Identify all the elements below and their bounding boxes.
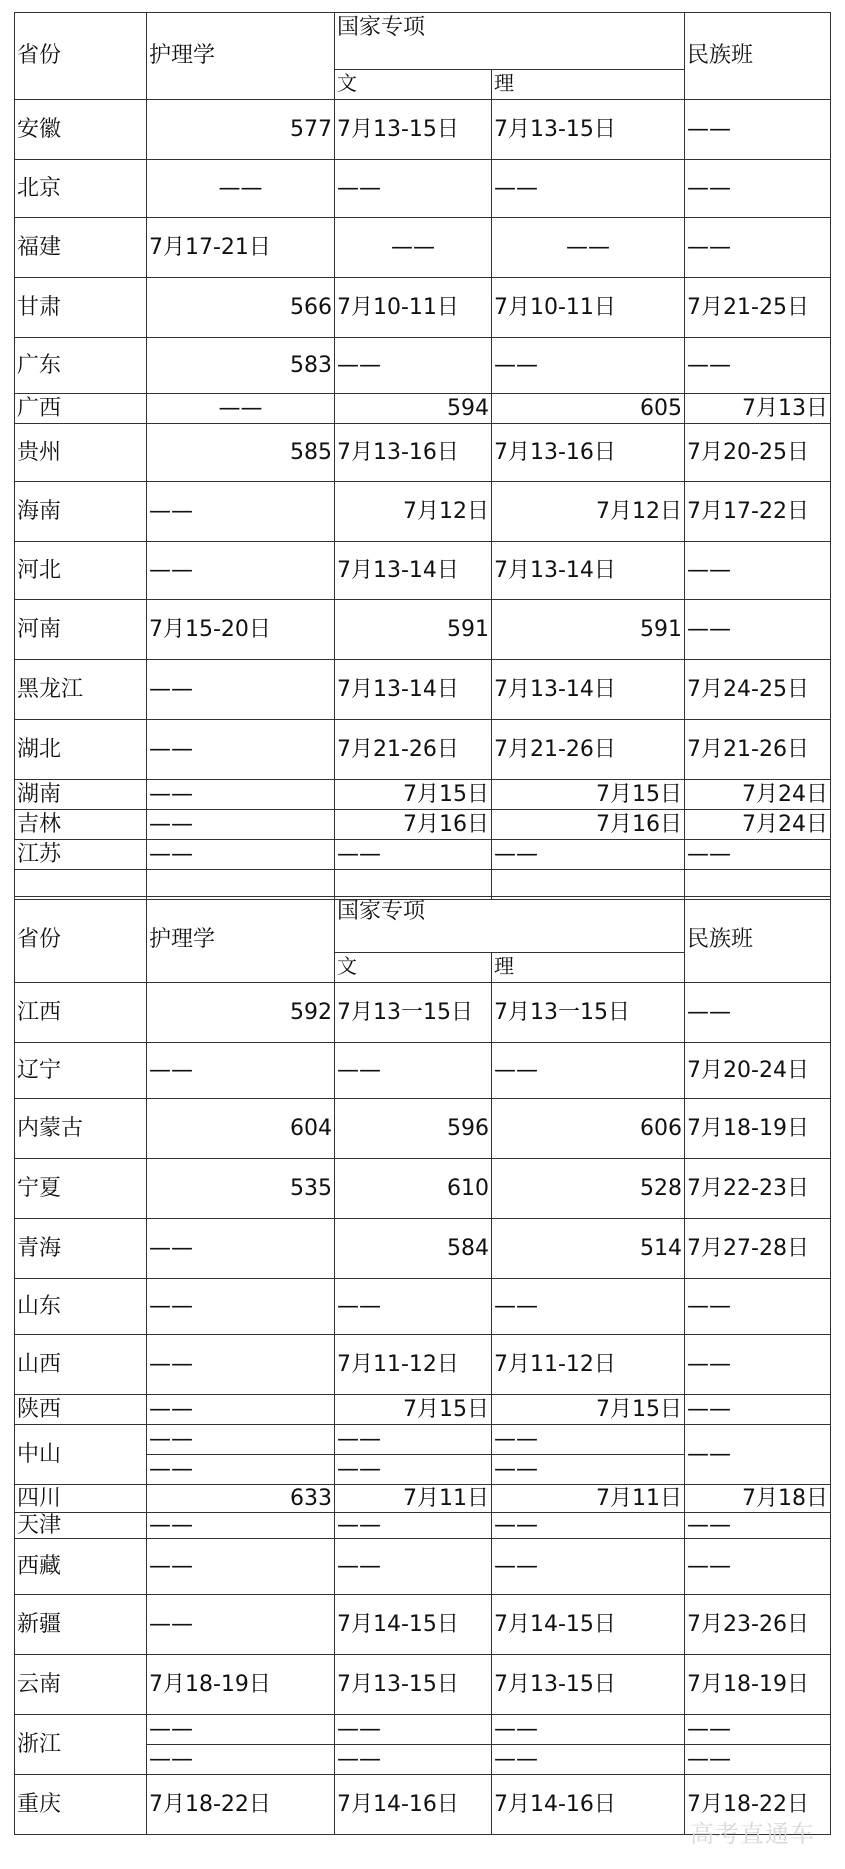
header-li: 理 bbox=[492, 953, 685, 983]
li-cell: —— bbox=[492, 160, 685, 218]
wen-cell: —— bbox=[335, 1715, 492, 1745]
province-cell: 新疆 bbox=[15, 1595, 147, 1655]
table-row bbox=[15, 720, 831, 780]
header-wen: 文 bbox=[335, 953, 492, 983]
wen-cell: 7月13-15日 bbox=[335, 1655, 492, 1715]
wen-cell: —— bbox=[335, 218, 492, 278]
header-ethnic: 民族班 bbox=[685, 13, 831, 100]
ethnic-cell: 7月20-25日 bbox=[685, 424, 831, 482]
ethnic-cell: 7月18日 bbox=[685, 1485, 831, 1513]
wen-cell: —— bbox=[335, 1455, 492, 1485]
li-cell: —— bbox=[492, 1425, 685, 1455]
nursing-cell: 566 bbox=[147, 278, 335, 338]
province-cell: 安徽 bbox=[15, 100, 147, 160]
nursing-cell: —— bbox=[147, 840, 335, 870]
header-nursing: 护理学 bbox=[147, 13, 335, 100]
ethnic-cell: —— bbox=[685, 160, 831, 218]
nursing-cell: 577 bbox=[147, 100, 335, 160]
wen-cell: 584 bbox=[335, 1219, 492, 1279]
province-cell: 天津 bbox=[15, 1513, 147, 1539]
nursing-cell: —— bbox=[147, 660, 335, 720]
nursing-cell: —— bbox=[147, 720, 335, 780]
wen-cell: 7月12日 bbox=[335, 482, 492, 542]
li-cell: 7月14-15日 bbox=[492, 1595, 685, 1655]
wen-cell: 7月16日 bbox=[335, 810, 492, 840]
nursing-cell: —— bbox=[147, 1455, 335, 1485]
wen-cell: 7月11日 bbox=[335, 1485, 492, 1513]
ethnic-cell: 7月24日 bbox=[685, 810, 831, 840]
table-row bbox=[15, 1279, 831, 1335]
nursing-cell: —— bbox=[147, 1043, 335, 1099]
ethnic-cell: 7月18-22日 bbox=[685, 1775, 831, 1835]
table-row bbox=[15, 394, 831, 424]
ethnic-cell: 7月21-25日 bbox=[685, 278, 831, 338]
wen-cell: 7月21-26日 bbox=[335, 720, 492, 780]
li-cell: 7月13-14日 bbox=[492, 542, 685, 600]
table-row bbox=[15, 1395, 831, 1425]
li-cell: —— bbox=[492, 840, 685, 870]
ethnic-cell: —— bbox=[685, 840, 831, 870]
ethnic-cell: —— bbox=[685, 1513, 831, 1539]
nursing-cell: 7月18-22日 bbox=[147, 1775, 335, 1835]
wen-cell: —— bbox=[335, 1745, 492, 1775]
table-row bbox=[15, 338, 831, 394]
province-cell: 贵州 bbox=[15, 424, 147, 482]
li-cell: —— bbox=[492, 1455, 685, 1485]
ethnic-cell: 7月22-23日 bbox=[685, 1159, 831, 1219]
province-cell: 广东 bbox=[15, 338, 147, 394]
li-cell: 606 bbox=[492, 1099, 685, 1159]
table-row bbox=[15, 840, 831, 870]
li-cell: 7月10-11日 bbox=[492, 278, 685, 338]
table-row bbox=[15, 660, 831, 720]
li-cell: 7月13一15日 bbox=[492, 983, 685, 1043]
wen-cell: —— bbox=[335, 1043, 492, 1099]
li-cell: 7月12日 bbox=[492, 482, 685, 542]
ethnic-cell: 7月27-28日 bbox=[685, 1219, 831, 1279]
province-cell: 辽宁 bbox=[15, 1043, 147, 1099]
header-wen: 文 bbox=[335, 70, 492, 100]
wen-cell: 7月14-16日 bbox=[335, 1775, 492, 1835]
province-cell: 宁夏 bbox=[15, 1159, 147, 1219]
province-cell: 湖北 bbox=[15, 720, 147, 780]
watermark-text: 高考直通车 bbox=[690, 1820, 815, 1848]
table-row bbox=[15, 482, 831, 542]
province-cell: 中山 bbox=[15, 1425, 147, 1485]
province-cell: 浙江 bbox=[15, 1715, 147, 1775]
ethnic-cell: —— bbox=[685, 1539, 831, 1595]
wen-cell: —— bbox=[335, 338, 492, 394]
table-row bbox=[15, 1513, 831, 1539]
table-row bbox=[15, 278, 831, 338]
nursing-cell: —— bbox=[147, 1279, 335, 1335]
nursing-cell: —— bbox=[147, 1513, 335, 1539]
nursing-cell: —— bbox=[147, 1335, 335, 1395]
table-row bbox=[15, 1219, 831, 1279]
table-row bbox=[15, 983, 831, 1043]
li-cell: —— bbox=[492, 1043, 685, 1099]
header-province: 省份 bbox=[15, 897, 147, 983]
li-cell: —— bbox=[492, 1745, 685, 1775]
nursing-cell: —— bbox=[147, 160, 335, 218]
table-row bbox=[15, 100, 831, 160]
nursing-cell: —— bbox=[147, 394, 335, 424]
table-row bbox=[15, 218, 831, 278]
nursing-cell: —— bbox=[147, 542, 335, 600]
li-cell: 528 bbox=[492, 1159, 685, 1219]
ethnic-cell: —— bbox=[685, 338, 831, 394]
table-row bbox=[15, 424, 831, 482]
li-cell: 7月13-14日 bbox=[492, 660, 685, 720]
nursing-cell: 583 bbox=[147, 338, 335, 394]
table-row bbox=[15, 780, 831, 810]
ethnic-cell: —— bbox=[685, 1715, 831, 1745]
ethnic-cell: 7月24-25日 bbox=[685, 660, 831, 720]
province-cell: 北京 bbox=[15, 160, 147, 218]
province-cell: 山西 bbox=[15, 1335, 147, 1395]
table-row bbox=[15, 1485, 831, 1513]
province-cell: 河南 bbox=[15, 600, 147, 660]
province-cell: 福建 bbox=[15, 218, 147, 278]
table-row bbox=[15, 1099, 831, 1159]
header-row-top bbox=[15, 13, 831, 70]
province-cell: 山东 bbox=[15, 1279, 147, 1335]
nursing-cell: 633 bbox=[147, 1485, 335, 1513]
table-row bbox=[15, 1715, 831, 1745]
province-cell: 湖南 bbox=[15, 780, 147, 810]
wen-cell: 7月15日 bbox=[335, 1395, 492, 1425]
ethnic-cell: —— bbox=[685, 1745, 831, 1775]
li-cell: 7月11-12日 bbox=[492, 1335, 685, 1395]
wen-cell: 7月15日 bbox=[335, 780, 492, 810]
table-row bbox=[15, 810, 831, 840]
ethnic-cell: —— bbox=[685, 1335, 831, 1395]
nursing-cell: —— bbox=[147, 1715, 335, 1745]
table-row bbox=[15, 1655, 831, 1715]
wen-cell: 7月13-14日 bbox=[335, 660, 492, 720]
li-cell: 7月13-15日 bbox=[492, 100, 685, 160]
province-cell: 陕西 bbox=[15, 1395, 147, 1425]
header-province: 省份 bbox=[15, 13, 147, 100]
header-row-top bbox=[15, 897, 831, 953]
nursing-cell: —— bbox=[147, 1219, 335, 1279]
wen-cell: 591 bbox=[335, 600, 492, 660]
wen-cell: 7月14-15日 bbox=[335, 1595, 492, 1655]
nursing-cell: 592 bbox=[147, 983, 335, 1043]
province-cell: 西藏 bbox=[15, 1539, 147, 1595]
nursing-cell: —— bbox=[147, 482, 335, 542]
li-cell: —— bbox=[492, 1539, 685, 1595]
header-national: 国家专项 bbox=[335, 897, 685, 953]
ethnic-cell: —— bbox=[685, 218, 831, 278]
wen-cell: 594 bbox=[335, 394, 492, 424]
ethnic-cell: —— bbox=[685, 100, 831, 160]
province-cell: 重庆 bbox=[15, 1775, 147, 1835]
wen-cell: —— bbox=[335, 1513, 492, 1539]
table-part-1 bbox=[14, 12, 831, 900]
province-cell: 江苏 bbox=[15, 840, 147, 870]
wen-cell: 7月13-16日 bbox=[335, 424, 492, 482]
table-row bbox=[15, 542, 831, 600]
ethnic-cell: —— bbox=[685, 1425, 831, 1485]
wen-cell: —— bbox=[335, 160, 492, 218]
wen-cell: 7月10-11日 bbox=[335, 278, 492, 338]
nursing-cell: —— bbox=[147, 1539, 335, 1595]
nursing-cell: —— bbox=[147, 1425, 335, 1455]
province-cell: 广西 bbox=[15, 394, 147, 424]
nursing-cell: 604 bbox=[147, 1099, 335, 1159]
table-row bbox=[15, 1595, 831, 1655]
wen-cell: —— bbox=[335, 840, 492, 870]
nursing-cell: —— bbox=[147, 1745, 335, 1775]
ethnic-cell: 7月17-22日 bbox=[685, 482, 831, 542]
nursing-cell: 7月18-19日 bbox=[147, 1655, 335, 1715]
li-cell: —— bbox=[492, 218, 685, 278]
nursing-cell: —— bbox=[147, 1595, 335, 1655]
ethnic-cell: —— bbox=[685, 542, 831, 600]
li-cell: 7月21-26日 bbox=[492, 720, 685, 780]
table-row bbox=[15, 160, 831, 218]
li-cell: 7月14-16日 bbox=[492, 1775, 685, 1835]
province-cell: 甘肃 bbox=[15, 278, 147, 338]
li-cell: 591 bbox=[492, 600, 685, 660]
ethnic-cell: 7月18-19日 bbox=[685, 1099, 831, 1159]
wen-cell: —— bbox=[335, 1279, 492, 1335]
li-cell: 7月15日 bbox=[492, 780, 685, 810]
ethnic-cell: —— bbox=[685, 1395, 831, 1425]
table-row bbox=[15, 600, 831, 660]
table-part-2 bbox=[14, 896, 831, 1835]
li-cell: 7月15日 bbox=[492, 1395, 685, 1425]
li-cell: 7月13-16日 bbox=[492, 424, 685, 482]
nursing-cell: —— bbox=[147, 780, 335, 810]
table-row bbox=[15, 1539, 831, 1595]
ethnic-cell: 7月24日 bbox=[685, 780, 831, 810]
nursing-cell: 535 bbox=[147, 1159, 335, 1219]
wen-cell: 7月13-15日 bbox=[335, 100, 492, 160]
ethnic-cell: —— bbox=[685, 600, 831, 660]
nursing-cell: —— bbox=[147, 810, 335, 840]
ethnic-cell: 7月13日 bbox=[685, 394, 831, 424]
li-cell: 514 bbox=[492, 1219, 685, 1279]
wen-cell: —— bbox=[335, 1425, 492, 1455]
li-cell: —— bbox=[492, 1513, 685, 1539]
table-row bbox=[15, 1425, 831, 1455]
nursing-cell: 7月17-21日 bbox=[147, 218, 335, 278]
nursing-cell: 7月15-20日 bbox=[147, 600, 335, 660]
header-li: 理 bbox=[492, 70, 685, 100]
table-row bbox=[15, 1043, 831, 1099]
table-row bbox=[15, 1335, 831, 1395]
province-cell: 内蒙古 bbox=[15, 1099, 147, 1159]
ethnic-cell: 7月18-19日 bbox=[685, 1655, 831, 1715]
ethnic-cell: 7月21-26日 bbox=[685, 720, 831, 780]
header-ethnic: 民族班 bbox=[685, 897, 831, 983]
province-cell: 河北 bbox=[15, 542, 147, 600]
wen-cell: —— bbox=[335, 1539, 492, 1595]
province-cell: 吉林 bbox=[15, 810, 147, 840]
header-nursing: 护理学 bbox=[147, 897, 335, 983]
table-row bbox=[15, 1159, 831, 1219]
ethnic-cell: 7月20-24日 bbox=[685, 1043, 831, 1099]
li-cell: —— bbox=[492, 1715, 685, 1745]
province-cell: 青海 bbox=[15, 1219, 147, 1279]
province-cell: 云南 bbox=[15, 1655, 147, 1715]
wen-cell: 7月11-12日 bbox=[335, 1335, 492, 1395]
wen-cell: 610 bbox=[335, 1159, 492, 1219]
li-cell: 7月11日 bbox=[492, 1485, 685, 1513]
wen-cell: 7月13一15日 bbox=[335, 983, 492, 1043]
header-national: 国家专项 bbox=[335, 13, 685, 70]
province-cell: 四川 bbox=[15, 1485, 147, 1513]
li-cell: 605 bbox=[492, 394, 685, 424]
wen-cell: 596 bbox=[335, 1099, 492, 1159]
nursing-cell: —— bbox=[147, 1395, 335, 1425]
li-cell: 7月13-15日 bbox=[492, 1655, 685, 1715]
ethnic-cell: —— bbox=[685, 983, 831, 1043]
li-cell: —— bbox=[492, 1279, 685, 1335]
ethnic-cell: 7月23-26日 bbox=[685, 1595, 831, 1655]
nursing-cell: 585 bbox=[147, 424, 335, 482]
wen-cell: 7月13-14日 bbox=[335, 542, 492, 600]
li-cell: 7月16日 bbox=[492, 810, 685, 840]
province-cell: 海南 bbox=[15, 482, 147, 542]
province-cell: 黑龙江 bbox=[15, 660, 147, 720]
li-cell: —— bbox=[492, 338, 685, 394]
empty-row bbox=[15, 870, 831, 900]
province-cell: 江西 bbox=[15, 983, 147, 1043]
ethnic-cell: —— bbox=[685, 1279, 831, 1335]
